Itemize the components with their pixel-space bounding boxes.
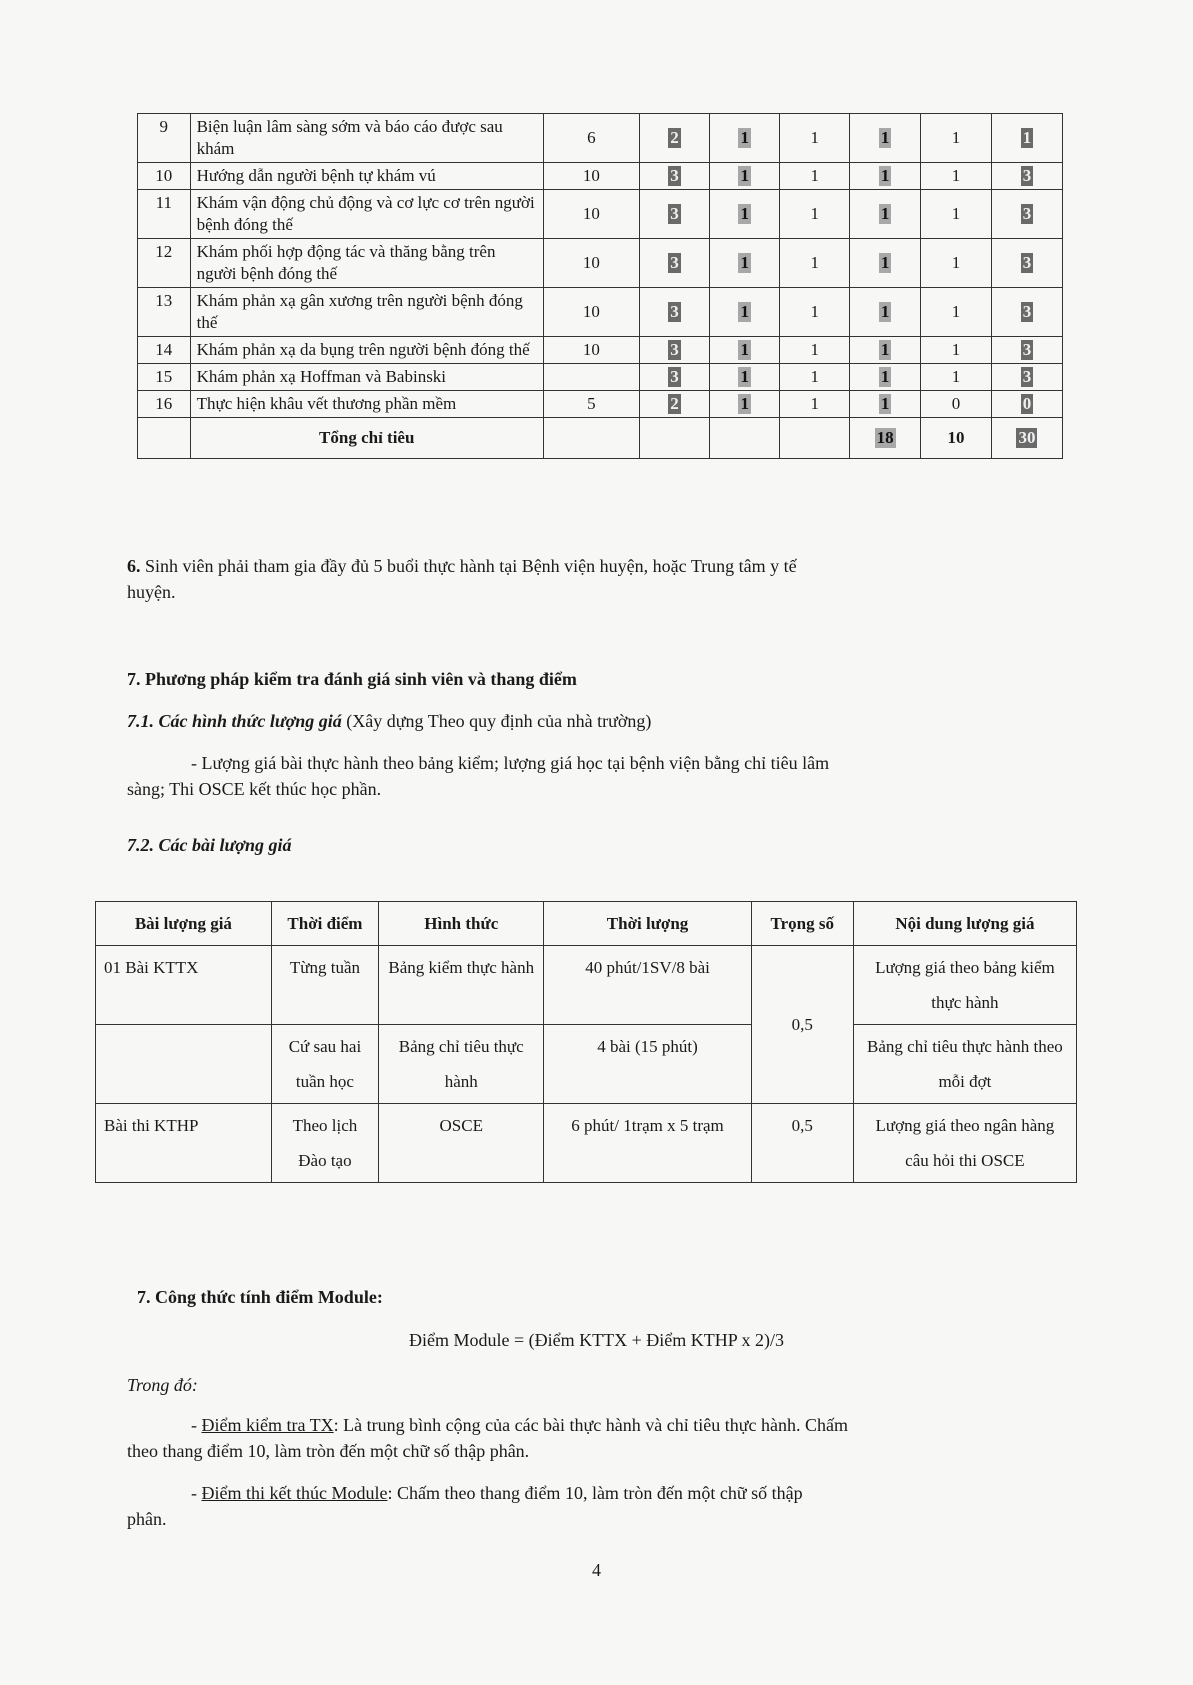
header-trong-so: Trọng số xyxy=(751,902,853,946)
skills-cell-name: Khám phản xạ Hoffman và Babinski xyxy=(190,364,543,391)
skills-row xyxy=(138,114,1063,163)
skills-cell-c2: 1 xyxy=(710,337,780,364)
skills-cell-c5: 1 xyxy=(921,114,992,163)
skills-cell-target: 10 xyxy=(543,163,639,190)
page-number: 4 xyxy=(592,1560,601,1580)
skills-cell-name: Khám vận động chủ động và cơ lực cơ trên người bệnh đóng thế xyxy=(190,190,543,239)
skills-cell-no: 12 xyxy=(138,239,191,288)
skills-cell-c3: 1 xyxy=(780,337,850,364)
section-7-1: 7.1. Các hình thức lượng giá (Xây dựng Theo quy định của nhà trường) xyxy=(127,711,652,731)
skills-cell-c3: 1 xyxy=(780,114,850,163)
skills-cell-c5: 1 xyxy=(921,163,992,190)
skills-cell-name: Khám phản xạ gân xương trên người bệnh đóng thế xyxy=(190,288,543,337)
skills-cell-c3: 1 xyxy=(780,288,850,337)
trong-do-label: Trong đó: xyxy=(127,1375,198,1395)
skills-cell-target: 10 xyxy=(543,337,639,364)
skills-cell-no: 10 xyxy=(138,163,191,190)
skills-cell-c5: 1 xyxy=(921,239,992,288)
skills-cell-c5: 1 xyxy=(921,364,992,391)
header-thoi-diem: Thời điểm xyxy=(271,902,378,946)
skills-cell-no: 16 xyxy=(138,391,191,418)
skills-cell-c4: 1 xyxy=(850,391,921,418)
skills-cell-name: Thực hiện khâu vết thương phần mềm xyxy=(190,391,543,418)
skills-cell-name: Hướng dẫn người bệnh tự khám vú xyxy=(190,163,543,190)
total-c5: 10 xyxy=(921,418,992,459)
assessment-row-kttx: 01 Bài KTTX Từng tuần Bảng kiểm thực hành 40 phút/1SV/8 bài 0,5 Lượng giá theo bảng kiểm thực hành xyxy=(96,946,1077,1025)
skills-cell-c3: 1 xyxy=(780,364,850,391)
skills-cell-c5: 1 xyxy=(921,190,992,239)
skills-cell-c1: 3 xyxy=(639,239,709,288)
skills-cell-c1: 2 xyxy=(639,114,709,163)
skills-cell-c5: 0 xyxy=(921,391,992,418)
skills-row xyxy=(138,288,1063,337)
paragraph-6: 6. Sinh viên phải tham gia đầy đủ 5 buổi thực hành tại Bệnh viện huyện, hoặc Trung tâm y tế huyện. xyxy=(127,556,797,602)
skills-row xyxy=(138,239,1063,288)
header-thoi-luong: Thời lượng xyxy=(544,902,751,946)
skills-cell-c2: 1 xyxy=(710,288,780,337)
skills-cell-target: 10 xyxy=(543,288,639,337)
skills-cell-name: Khám phối hợp động tác và thăng bằng trên người bệnh đóng thế xyxy=(190,239,543,288)
header-noi-dung: Nội dung lượng giá xyxy=(853,902,1076,946)
skills-cell-c1: 2 xyxy=(639,391,709,418)
skills-cell-c6: 0 xyxy=(991,391,1062,418)
total-c4: 18 xyxy=(876,428,894,447)
module-formula: Điểm Module = (Điểm KTTX + Điểm KTHP x 2)/3 xyxy=(408,1330,785,1350)
skills-cell-c4: 1 xyxy=(850,337,921,364)
skills-cell-c2: 1 xyxy=(710,163,780,190)
skills-cell-target: 5 xyxy=(543,391,639,418)
section-7-1-body: - Lượng giá bài thực hành theo bảng kiểm; lượng giá học tại bệnh viện bằng chỉ tiêu lâm sàng; Thi OSCE kết thúc học phần. xyxy=(127,753,830,799)
skills-cell-c6: 3 xyxy=(991,364,1062,391)
section-7-title: 7. Phương pháp kiểm tra đánh giá sinh viên và thang điểm xyxy=(127,669,577,689)
skills-cell-c6: 3 xyxy=(991,239,1062,288)
skills-row xyxy=(138,337,1063,364)
skills-cell-c6: 3 xyxy=(991,288,1062,337)
skills-cell-c2: 1 xyxy=(710,364,780,391)
skills-cell-no: 9 xyxy=(138,114,191,163)
skills-cell-c2: 1 xyxy=(710,114,780,163)
skills-cell-c6: 3 xyxy=(991,337,1062,364)
skills-cell-c2: 1 xyxy=(710,239,780,288)
skills-cell-no: 11 xyxy=(138,190,191,239)
skills-cell-c4: 1 xyxy=(850,288,921,337)
skills-cell-c5: 1 xyxy=(921,337,992,364)
assessment-row-kthp: Bài thi KTHP Theo lịch Đào tạo OSCE 6 phút/ 1trạm x 5 trạm 0,5 Lượng giá theo ngân hàng câu hỏi thi OSCE xyxy=(96,1104,1077,1183)
assessment-header-row xyxy=(96,902,1077,946)
total-row xyxy=(138,418,1063,459)
skills-cell-c3: 1 xyxy=(780,163,850,190)
header-hinh-thuc: Hình thức xyxy=(379,902,544,946)
skills-cell-c3: 1 xyxy=(780,391,850,418)
skills-cell-target: 10 xyxy=(543,190,639,239)
section-7-2: 7.2. Các bài lượng giá xyxy=(127,835,292,855)
skills-cell-c6: 3 xyxy=(991,190,1062,239)
skills-cell-no: 14 xyxy=(138,337,191,364)
skills-cell-c6: 1 xyxy=(991,114,1062,163)
skills-cell-c4: 1 xyxy=(850,114,921,163)
skills-cell-c1: 3 xyxy=(639,190,709,239)
skills-row xyxy=(138,391,1063,418)
skills-cell-c3: 1 xyxy=(780,239,850,288)
skills-cell-c1: 3 xyxy=(639,163,709,190)
skills-row xyxy=(138,364,1063,391)
skills-cell-no: 15 xyxy=(138,364,191,391)
skills-cell-c1: 3 xyxy=(639,288,709,337)
header-bai-luong-gia: Bài lượng giá xyxy=(96,902,272,946)
skills-cell-c4: 1 xyxy=(850,239,921,288)
skills-cell-c1: 3 xyxy=(639,364,709,391)
skills-cell-no: 13 xyxy=(138,288,191,337)
skills-cell-c5: 1 xyxy=(921,288,992,337)
total-label: Tổng chỉ tiêu xyxy=(190,418,543,459)
assessment-row-chi-tieu: Cứ sau hai tuần học Bảng chỉ tiêu thực hành 4 bài (15 phút) Bảng chỉ tiêu thực hành theo mỗi đợt xyxy=(96,1025,1077,1104)
skills-cell-name: Khám phản xạ da bụng trên người bệnh đóng thế xyxy=(190,337,543,364)
total-c6: 30 xyxy=(1018,428,1036,447)
skills-row xyxy=(138,190,1063,239)
skills-cell-c4: 1 xyxy=(850,163,921,190)
skills-cell-target: 10 xyxy=(543,239,639,288)
skills-row xyxy=(138,163,1063,190)
kttx-description: - Điểm kiểm tra TX: Là trung bình cộng của các bài thực hành và chỉ tiêu thực hành. Chấm theo thang điểm 10, làm tròn đến một chữ số thập phân. xyxy=(127,1415,848,1461)
skills-cell-c1: 3 xyxy=(639,337,709,364)
skills-cell-name: Biện luận lâm sàng sớm và báo cáo được sau khám xyxy=(190,114,543,163)
skills-table xyxy=(137,113,1063,459)
skills-cell-c4: 1 xyxy=(850,190,921,239)
skills-cell-c6: 3 xyxy=(991,163,1062,190)
assessment-table xyxy=(95,901,1077,1183)
skills-cell-c3: 1 xyxy=(780,190,850,239)
kthp-description: - Điểm thi kết thúc Module: Chấm theo thang điểm 10, làm tròn đến một chữ số thập phân. xyxy=(127,1483,803,1529)
skills-cell-target: 6 xyxy=(543,114,639,163)
skills-cell-target xyxy=(543,364,639,391)
section-7-formula-title: 7. Công thức tính điểm Module: xyxy=(137,1287,383,1307)
skills-cell-c2: 1 xyxy=(710,190,780,239)
skills-cell-c4: 1 xyxy=(850,364,921,391)
skills-table-body xyxy=(138,114,1063,418)
skills-cell-c2: 1 xyxy=(710,391,780,418)
